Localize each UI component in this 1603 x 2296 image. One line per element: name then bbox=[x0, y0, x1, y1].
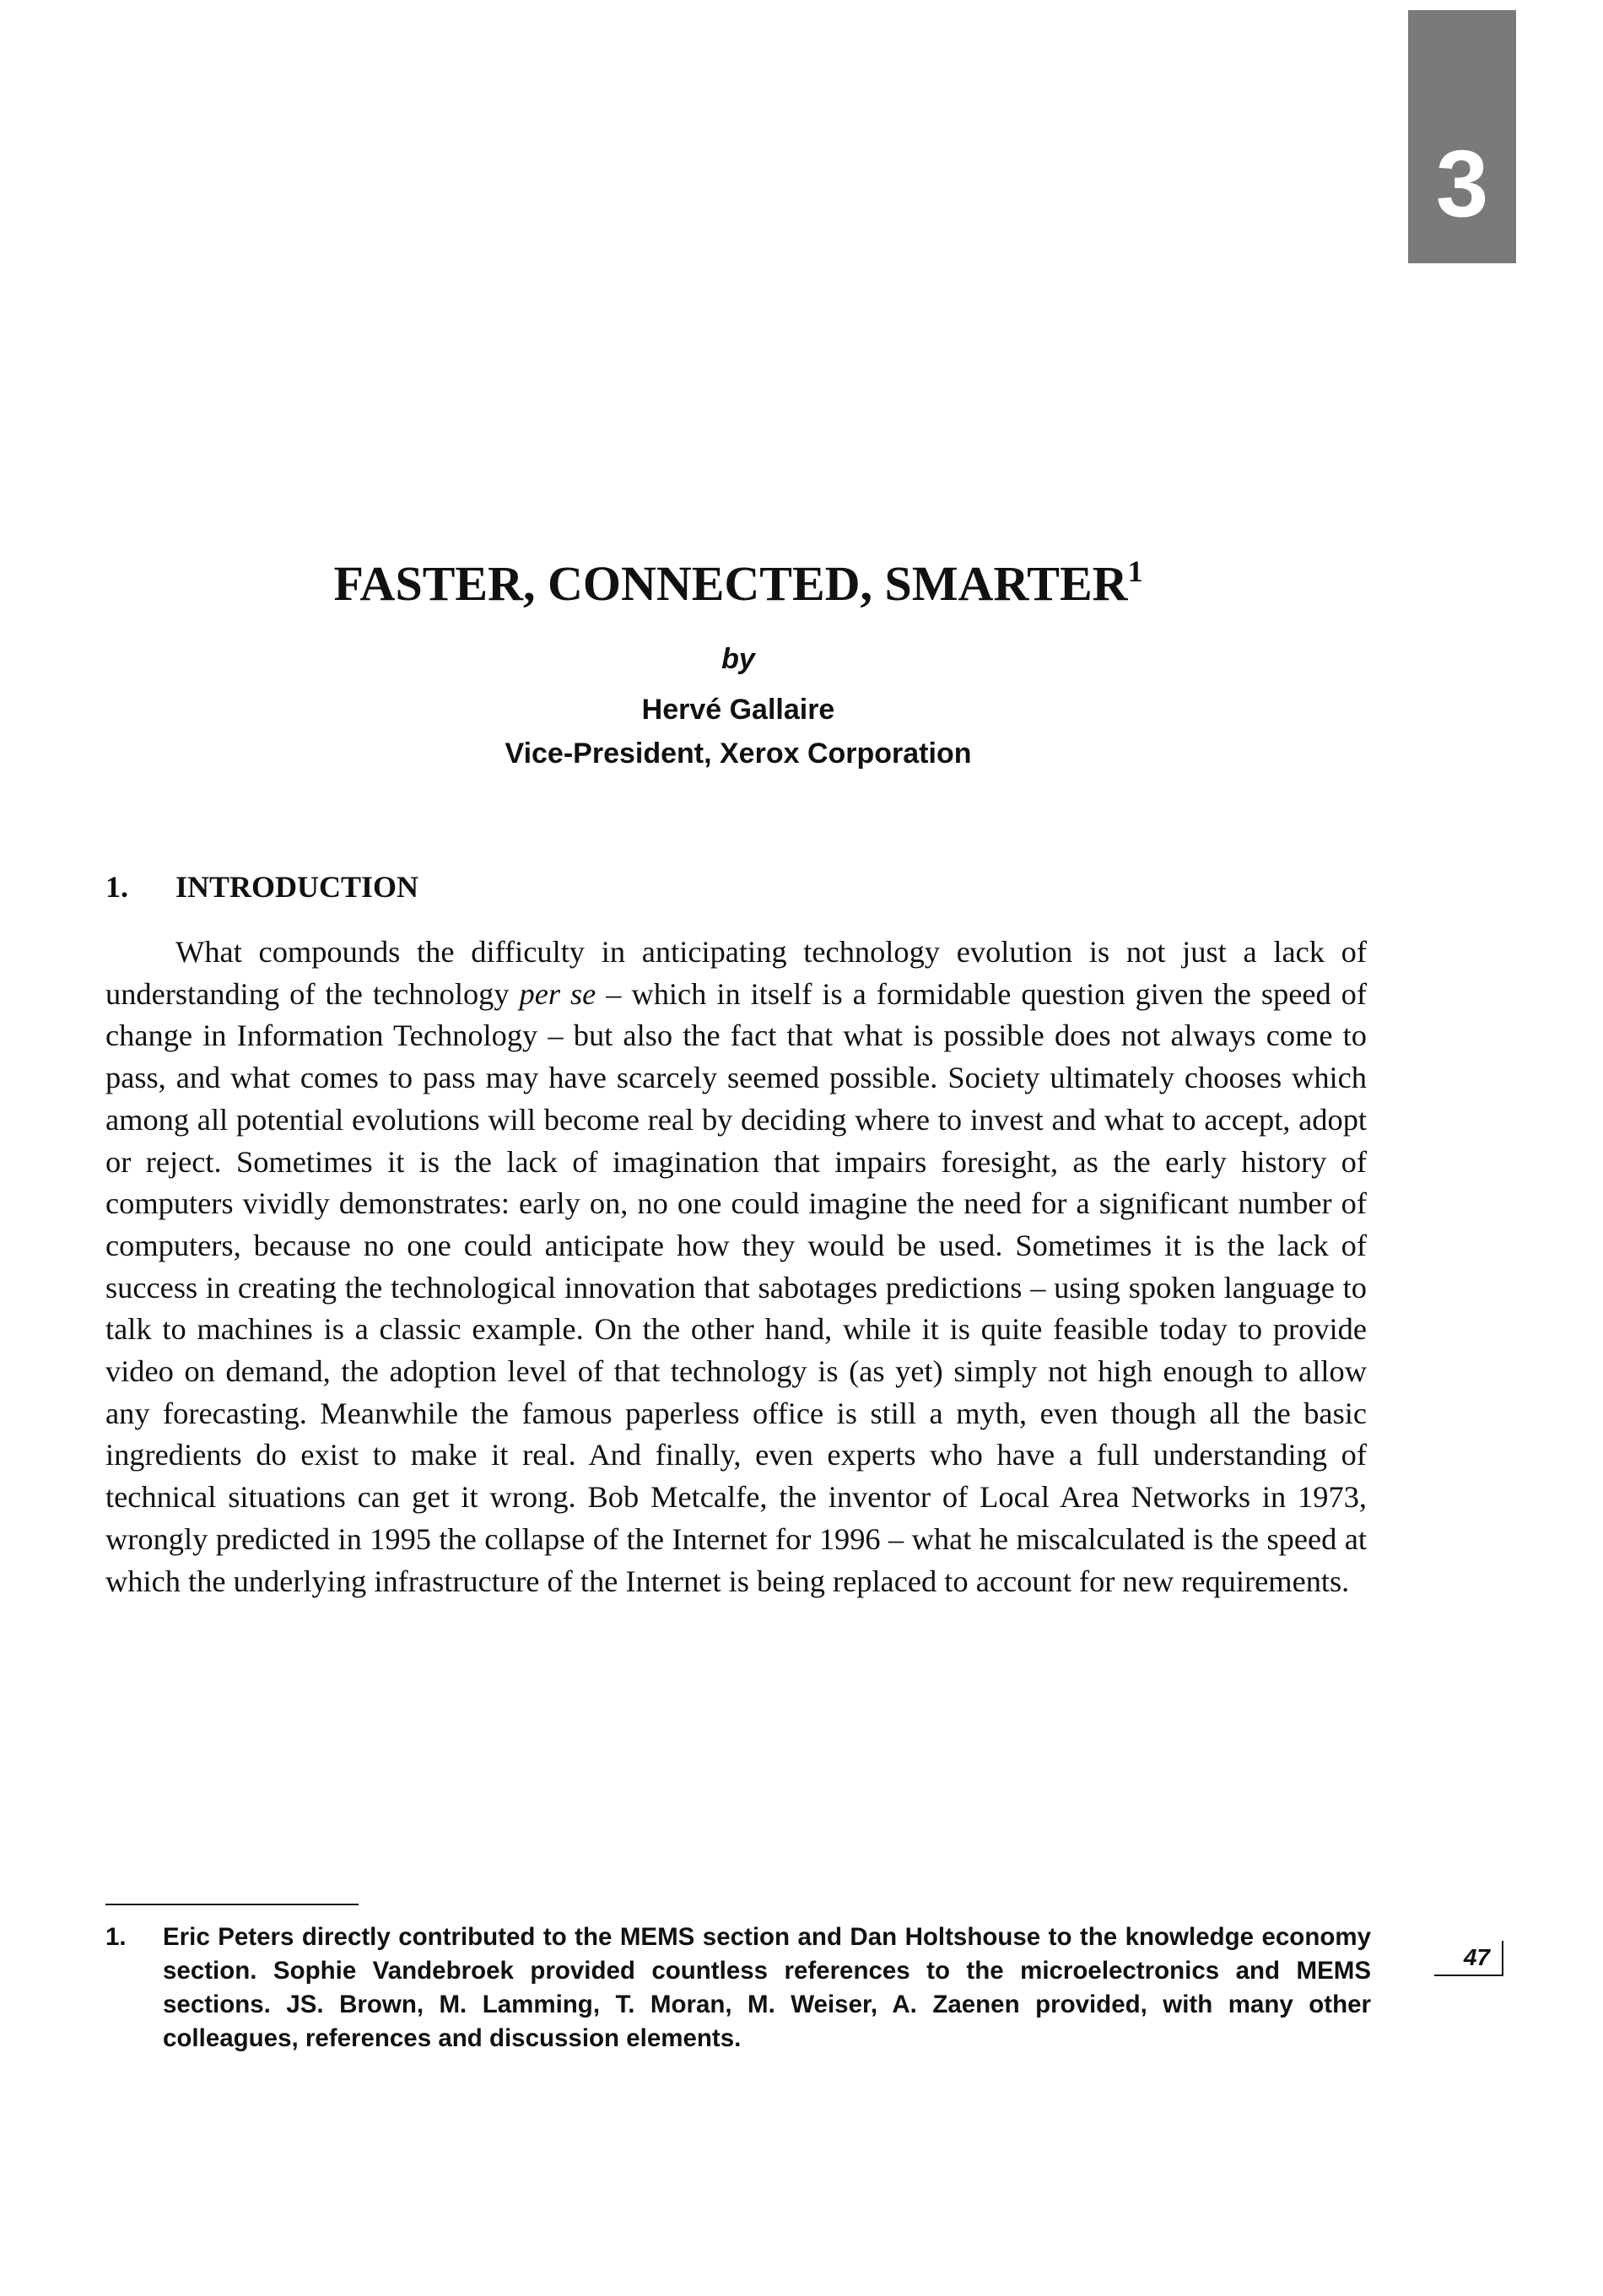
section-heading bbox=[105, 869, 418, 905]
intro-text-part-2: – which in itself is a formidable question given the speed of change in Information Technology – but also the fact that what is possible does not always come to pass, and what comes to pass may have scarcely seemed possible. Society ultimately chooses which among all potential evolutions will become real by deciding where to invest and what to accept, adopt or reject. Sometimes it is the lack of imagination that impairs foresight, as the early history of computers vividly demonstrates: early on, no one could imagine the need for a significant number of computers, because no one could anticipate how they would be used. Sometimes it is the lack of success in creating the technological innovation that sabotages predictions – using spoken language to talk to machines is a classic example. On the other hand, while it is quite feasible today to provide video on demand, the adoption level of that technology is (as yet) simply not high enough to allow any forecasting. Meanwhile the famous paperless office is still a myth, even though all the basic ingredients do exist to make it real. And finally, even experts who have a full understanding of technical situations can get it wrong. Bob Metcalfe, the inventor of Local Area Networks in 1973, wrongly predicted in 1995 the collapse of the Internet for 1996 – what he miscalculated is the speed at which the underlying infrastructure of the Internet is being replaced to account for new requirements. bbox=[105, 976, 1367, 1598]
intro-text-part-1: What compounds the difficulty in anticipating technology evolution is not just a lack of understanding of the technology bbox=[105, 935, 1367, 1011]
author-name: Hervé Gallaire bbox=[641, 694, 835, 726]
section-title: INTRODUCTION bbox=[175, 870, 419, 904]
intro-paragraph bbox=[105, 932, 1367, 1602]
chapter-number: 3 bbox=[1435, 131, 1489, 236]
chapter-title bbox=[105, 554, 1371, 611]
byline-by: by bbox=[721, 643, 755, 675]
author-affiliation: Vice-President, Xerox Corporation bbox=[505, 737, 972, 770]
chapter-tab bbox=[1408, 10, 1516, 263]
intro-text-emphasis: per se bbox=[519, 976, 596, 1011]
chapter-title-text: FASTER, CONNECTED, SMARTER bbox=[333, 556, 1128, 611]
title-footnote-marker: 1 bbox=[1127, 554, 1143, 588]
footnote-text: Eric Peters directly contributed to the MEMS section and Dan Holtshouse to the knowledge economy section. Sophie Vandebroek provided countless references to the microelectronics and MEMS sections. JS. Brown, M. Lamming, T. Moran, M. Weiser, A. Zaenen provided, with many other colleagues, references and discussion elements. bbox=[163, 1923, 1371, 2052]
footnote-rule bbox=[105, 1904, 359, 1905]
page-number: 47 bbox=[1434, 1941, 1503, 1976]
section-number: 1. bbox=[105, 870, 128, 904]
footnote-number: 1. bbox=[105, 1923, 127, 1951]
footnote bbox=[105, 1921, 1371, 2056]
